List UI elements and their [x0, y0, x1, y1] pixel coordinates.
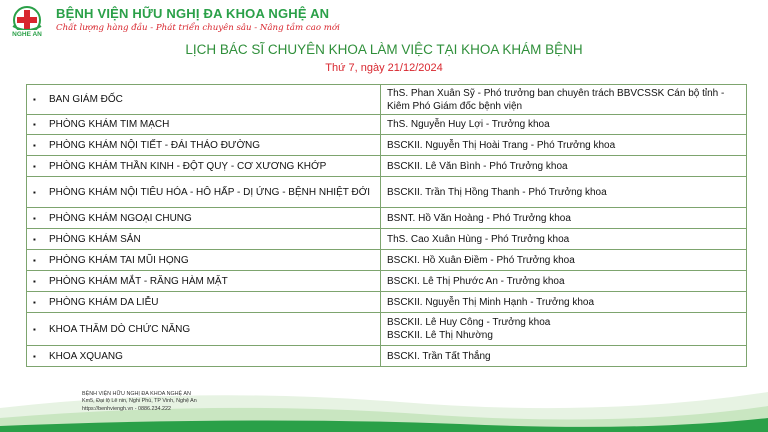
- bullet-icon: ▪: [33, 140, 36, 150]
- page-title: LỊCH BÁC SĨ CHUYÊN KHOA LÀM VIỆC TẠI KHOA KHÁM BỆNH: [185, 42, 583, 57]
- doctor-cell: [381, 271, 747, 292]
- table-row: [27, 250, 747, 271]
- table-row: [27, 85, 747, 115]
- doctor-name-2: BSCKII. Lê Thị Nhường: [387, 330, 493, 341]
- doctor-name: ThS. Phan Xuân Sỹ - Phó trưởng ban chuyên trách BBVCSSK Cán bộ tỉnh - Kiêm Phó Giám đốc bệnh viện: [387, 87, 725, 112]
- department-cell: [27, 115, 381, 135]
- department-name: PHÒNG KHÁM THẦN KINH - ĐỘT QUỴ - CƠ XƯƠNG KHỚP: [49, 160, 327, 172]
- table-row: [27, 156, 747, 177]
- doctor-name: ThS. Nguyễn Huy Lợi - Trưởng khoa: [387, 119, 550, 130]
- doctor-cell: [381, 135, 747, 156]
- doctor-name: BSCKI. Trần Tất Thắng: [387, 350, 491, 362]
- bullet-icon: ▪: [33, 276, 36, 286]
- bullet-icon: ▪: [33, 95, 36, 104]
- table-row: [27, 229, 747, 250]
- department-cell: [27, 156, 381, 177]
- doctor-name: BSCKII. Lê Huy Công - Trưởng khoa: [387, 317, 551, 328]
- hospital-slogan: Chất lượng hàng đầu - Phát triển chuyên sâu - Nâng tầm cao mới: [56, 23, 340, 33]
- doctor-cell: [381, 115, 747, 135]
- department-cell: [27, 313, 381, 346]
- department-cell: [27, 229, 381, 250]
- department-cell: [27, 346, 381, 367]
- doctor-name: BSNT. Hồ Văn Hoàng - Phó Trưởng khoa: [387, 212, 571, 224]
- department-cell: [27, 135, 381, 156]
- department-name: PHÒNG KHÁM TAI MŨI HỌNG: [49, 254, 189, 266]
- table-row: [27, 115, 747, 135]
- department-cell: [27, 208, 381, 229]
- department-name: PHÒNG KHÁM NGOẠI CHUNG: [49, 212, 192, 224]
- bullet-icon: ▪: [33, 324, 36, 334]
- doctor-cell: [381, 313, 747, 346]
- table-row: [27, 292, 747, 313]
- doctor-name: BSCKII. Nguyễn Thị Minh Hạnh - Trưởng khoa: [387, 296, 595, 308]
- doctor-name: BSCKII. Trần Thị Hồng Thanh - Phó Trưởng khoa: [387, 186, 607, 198]
- bullet-icon: ▪: [33, 297, 36, 307]
- department-cell: [27, 271, 381, 292]
- department-name: BAN GIÁM ĐỐC: [49, 94, 123, 105]
- doctor-cell: [381, 346, 747, 367]
- doctor-cell: [381, 85, 747, 115]
- footer-text: [82, 391, 197, 413]
- bullet-icon: ▪: [33, 187, 36, 197]
- doctor-cell: [381, 292, 747, 313]
- bullet-icon: ▪: [33, 213, 36, 223]
- department-name: PHÒNG KHÁM NỘI TIÊU HÓA - HÔ HẤP - DỊ ỨNG - BỆNH NHIỆT ĐỚI: [49, 186, 371, 198]
- doctor-cell: [381, 156, 747, 177]
- department-cell: [27, 177, 381, 208]
- department-name: PHÒNG KHÁM DA LIỄU: [49, 296, 159, 308]
- table-row: [27, 271, 747, 292]
- department-name: KHOA THĂM DÒ CHỨC NĂNG: [49, 323, 191, 335]
- table-row: [27, 313, 747, 346]
- hospital-name: BỆNH VIỆN HỮU NGHỊ ĐA KHOA NGHỆ AN: [56, 6, 330, 21]
- footer-line-2: Km5, Đại lộ Lê nin, Nghi Phú, TP Vinh, Nghệ An: [82, 398, 197, 405]
- bullet-icon: ▪: [33, 161, 36, 171]
- department-name: PHÒNG KHÁM TIM MẠCH: [49, 119, 170, 130]
- doctor-name: BSCKII. Lê Văn Bình - Phó Trưởng khoa: [387, 160, 568, 172]
- table-row: [27, 346, 747, 367]
- page-subtitle: Thứ 7, ngày 21/12/2024: [325, 62, 443, 74]
- doctor-cell: [381, 208, 747, 229]
- table-row: [27, 135, 747, 156]
- doctor-cell: [381, 250, 747, 271]
- doctor-name: ThS. Cao Xuân Hùng - Phó Trưởng khoa: [387, 233, 570, 245]
- footer-line-1: BỆNH VIỆN HỮU NGHỊ ĐA KHOA NGHỆ AN: [82, 391, 191, 397]
- department-name: PHÒNG KHÁM MẮT - RĂNG HÀM MẶT: [49, 275, 228, 287]
- department-name: PHÒNG KHÁM NỘI TIẾT - ĐÁI THÁO ĐƯỜNG: [49, 139, 261, 151]
- bullet-icon: ▪: [33, 234, 36, 244]
- department-name: KHOA XQUANG: [49, 350, 123, 362]
- doctor-name: BSCKI. Lê Thị Phước An - Trưởng khoa: [387, 275, 565, 287]
- department-cell: [27, 250, 381, 271]
- header: [0, 0, 768, 40]
- doctor-name: BSCKII. Nguyễn Thị Hoài Trang - Phó Trưởng khoa: [387, 139, 616, 151]
- department-name: PHÒNG KHÁM SẢN: [49, 233, 141, 245]
- doctor-cell: [381, 229, 747, 250]
- department-cell: [27, 85, 381, 115]
- doctor-name: BSCKI. Hồ Xuân Điềm - Phó Trưởng khoa: [387, 254, 575, 266]
- hospital-cross-logo-icon: [7, 4, 47, 38]
- table-row: [27, 208, 747, 229]
- logo-text: NGHE AN: [12, 31, 42, 38]
- doctor-cell: [381, 177, 747, 208]
- bullet-icon: ▪: [33, 255, 36, 265]
- department-cell: [27, 292, 381, 313]
- footer-line-3: https://benhviengh.vn - 0886.234.222: [82, 405, 172, 412]
- bullet-icon: ▪: [33, 351, 36, 361]
- bullet-icon: ▪: [33, 120, 36, 129]
- table-row: [27, 177, 747, 208]
- schedule-table: [26, 84, 747, 367]
